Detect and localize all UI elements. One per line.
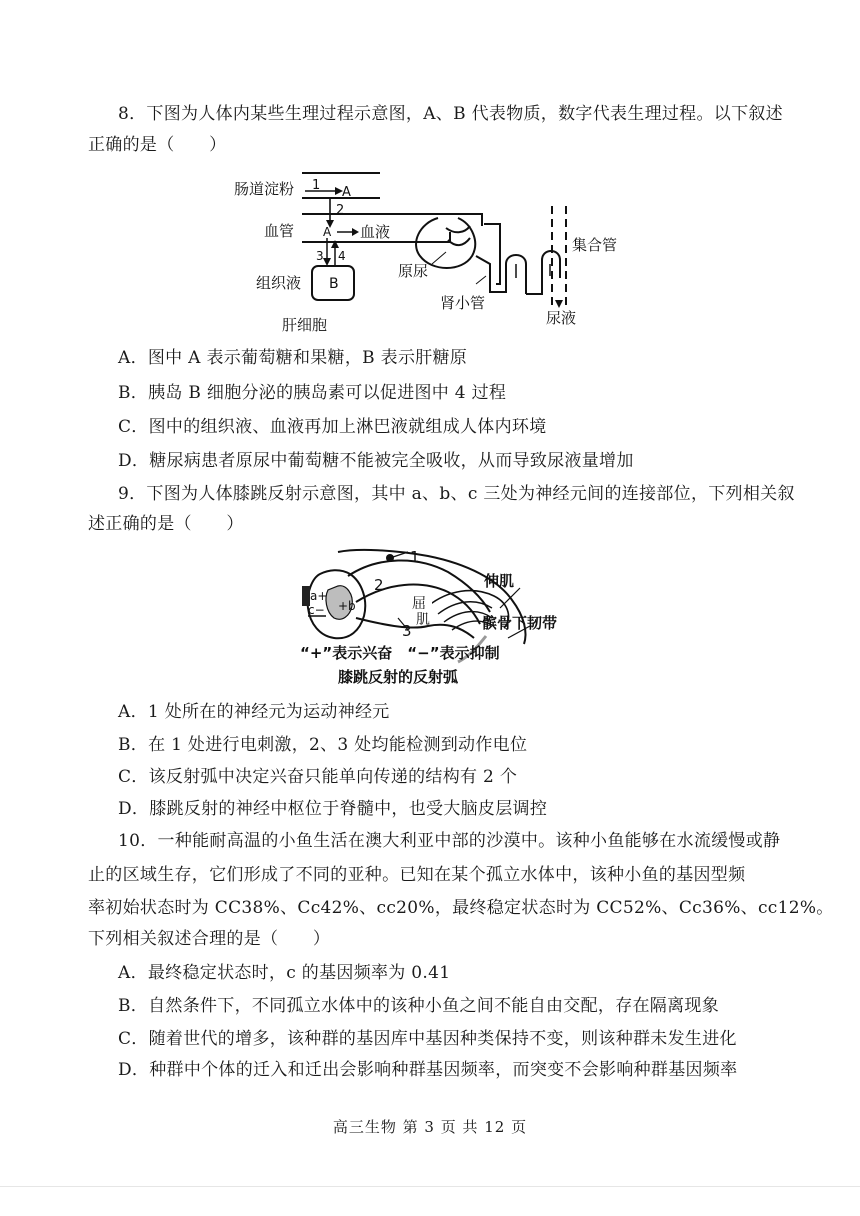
label-blood-vessel: 血管 — [264, 222, 295, 240]
label-synapse-b: +b — [338, 599, 356, 613]
q10-option-c: C．随着世代的增多，该种群的基因库中基因种类保持不变，则该种群未发生进化 — [118, 1029, 737, 1049]
label-process-3: 3 — [316, 249, 324, 263]
q8-option-c: C．图中的组织液、血液再加上淋巴液就组成人体内环境 — [118, 417, 547, 437]
q9-option-c: C．该反射弧中决定兴奋只能单向传递的结构有 2 个 — [118, 767, 518, 787]
q9-option-a: A．1 处所在的神经元为运动神经元 — [118, 702, 390, 722]
q8-option-b: B．胰岛 B 细胞分泌的胰岛素可以促进图中 4 过程 — [118, 383, 507, 403]
q10-option-b: B．自然条件下，不同孤立水体中的该种小鱼之间不能自由交配，存在隔离现象 — [118, 996, 719, 1016]
label-substance-a-mid: A — [323, 225, 332, 239]
label-neuron-1: 1 — [410, 548, 420, 566]
q8-option-d: D．糖尿病患者原尿中葡萄糖不能被完全吸收，从而导致尿液量增加 — [118, 451, 634, 471]
q8-option-a: A．图中 A 表示葡萄糖和果糖，B 表示肝糖原 — [118, 348, 468, 368]
label-flexor: 屈 — [412, 596, 426, 612]
q10-stem-line-2: 止的区域生存，它们形成了不同的亚种。已知在某个孤立水体中，该种小鱼的基因型频 — [88, 865, 746, 885]
label-primary-urine: 原尿 — [398, 262, 429, 280]
label-intestinal-starch: 肠道淀粉 — [234, 180, 295, 198]
label-synapse-c: c− — [308, 603, 325, 617]
label-process-4: 4 — [338, 249, 346, 263]
label-process-1: 1 — [312, 178, 321, 193]
label-synapse-a: a+ — [310, 589, 328, 603]
q8-figure — [234, 168, 630, 340]
q10-option-a: A．最终稳定状态时，c 的基因频率为 0.41 — [118, 963, 451, 983]
label-liver-cell: 肝细胞 — [282, 316, 328, 334]
label-collecting-duct: 集合管 — [572, 236, 618, 254]
label-extensor: 伸肌 — [484, 572, 515, 590]
label-patellar-ligament: 髌骨下韧带 — [482, 614, 558, 632]
label-substance-b: B — [329, 276, 339, 292]
label-substance-a-top: A — [342, 185, 351, 200]
q8-stem-line-1: 8．下图为人体内某些生理过程示意图，A、B 代表物质，数字代表生理过程。以下叙述 — [118, 104, 783, 124]
label-blood: 血液 — [360, 223, 391, 241]
q8-stem-line-2: 正确的是（ ） — [88, 135, 227, 155]
q9-figure — [298, 546, 570, 688]
figure-caption: 膝跳反射的反射弧 — [338, 668, 459, 686]
q10-option-d: D．种群中个体的迁入和迁出会影响种群基因频率，而突变不会影响种群基因频率 — [118, 1060, 738, 1080]
q10-stem-line-1: 10．一种能耐高温的小鱼生活在澳大利亚中部的沙漠中。该种小鱼能够在水流缓慢或静 — [118, 831, 781, 851]
page-footer: 高三生物 第 3 页 共 12 页 — [332, 1118, 528, 1136]
q9-option-b: B．在 1 处进行电刺激，2、3 处均能检测到动作电位 — [118, 735, 528, 755]
q9-option-d: D．膝跳反射的神经中枢位于脊髓中，也受大脑皮层调控 — [118, 799, 548, 819]
label-process-2: 2 — [336, 203, 345, 218]
label-renal-tubule: 肾小管 — [440, 294, 486, 312]
legend-excite-inhibit: “+”表示兴奋 “−”表示抑制 — [300, 644, 500, 662]
page-divider — [0, 1186, 860, 1187]
q9-stem-line-2: 述正确的是（ ） — [88, 514, 244, 534]
label-neuron-3: 3 — [402, 622, 412, 640]
q10-stem-line-4: 下列相关叙述合理的是（ ） — [88, 929, 331, 949]
label-neuron-2: 2 — [374, 576, 384, 594]
q10-stem-line-3: 率初始状态时为 CC38%、Cc42%、cc20%，最终稳定状态时为 CC52%、Cc36%、cc12%。 — [88, 898, 834, 918]
label-urine: 尿液 — [546, 309, 577, 327]
label-muscle: 肌 — [416, 612, 430, 628]
label-tissue-fluid: 组织液 — [256, 274, 302, 292]
q9-stem-line-1: 9．下图为人体膝跳反射示意图，其中 a、b、c 三处为神经元间的连接部位，下列相关叙 — [118, 484, 795, 504]
